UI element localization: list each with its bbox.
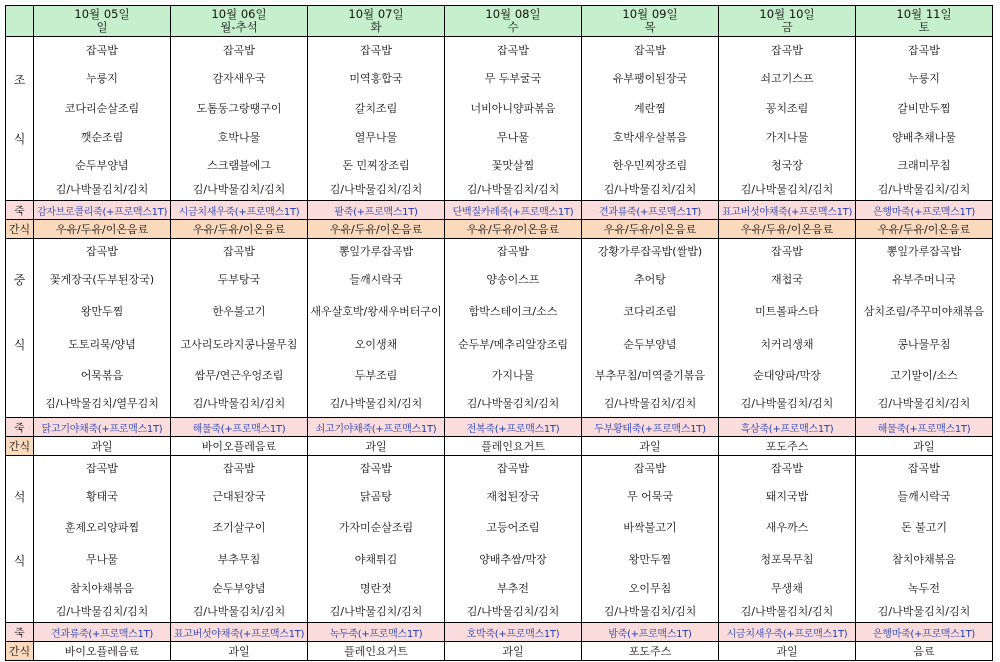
menu-item: 김/나박물김치/김치	[856, 180, 993, 201]
menu-item: 꽃게장국(두부된장국)	[34, 265, 171, 294]
menu-item: 잡곡밥	[171, 37, 308, 66]
menu-item: 도톰동그랑땡구이	[171, 93, 308, 124]
menu-item: 돈 민찌장조림	[308, 152, 445, 180]
menu-item: 왕만두찜	[582, 544, 719, 576]
menu-item: 부추무침	[171, 544, 308, 576]
porridge-item	[856, 201, 993, 220]
day-date: 10월 05일	[74, 7, 130, 21]
day-weekday: 화	[370, 20, 382, 34]
day-weekday: 월-추석	[220, 20, 258, 34]
porridge-text: 녹두죽(+프로맥스1T)	[329, 628, 423, 640]
menu-item: 잡곡밥	[445, 239, 582, 266]
porridge-text: 은행마죽(+프로맥스1T)	[872, 628, 976, 640]
snack-item: 바이오플레음료	[34, 642, 171, 661]
menu-item: 크래미무침	[856, 152, 993, 180]
porridge-item	[171, 201, 308, 220]
day-header	[582, 6, 719, 37]
menu-item: 잡곡밥	[719, 456, 856, 483]
menu-item: 잡곡밥	[445, 37, 582, 66]
menu-item: 김/나박물김치/김치	[171, 391, 308, 418]
menu-item: 잡곡밥	[582, 37, 719, 66]
menu-item: 무 두부굴국	[445, 65, 582, 93]
porridge-text: 두부황태죽(+프로맥스1T)	[594, 423, 706, 435]
snack-item: 우유/두유/이온음료	[445, 220, 582, 239]
porridge-item	[171, 418, 308, 437]
menu-item: 김/나박물김치/김치	[34, 180, 171, 201]
menu-item: 호박나물	[171, 124, 308, 152]
porridge-text: 해물죽(+프로맥스1T)	[877, 423, 971, 435]
porridge-item	[445, 418, 582, 437]
menu-item: 순대양파/막장	[719, 360, 856, 391]
menu-item: 두부탕국	[171, 265, 308, 294]
menu-row	[6, 294, 993, 329]
meal-label: 석	[6, 482, 34, 511]
porridge-label: 죽	[6, 201, 34, 220]
day-header	[308, 6, 445, 37]
menu-item: 고등어조림	[445, 511, 582, 544]
meal-label	[6, 576, 34, 602]
meal-label: 조	[6, 65, 34, 93]
snack-item: 과일	[171, 642, 308, 661]
menu-item: 참치야채볶음	[34, 576, 171, 602]
snack-item: 음료	[856, 642, 993, 661]
menu-item: 잡곡밥	[719, 239, 856, 266]
menu-item: 누룽지	[34, 65, 171, 93]
menu-item: 유부팽이된장국	[582, 65, 719, 93]
menu-item: 갈치조림	[308, 93, 445, 124]
day-date: 10월 07일	[348, 7, 404, 21]
porridge-item	[171, 623, 308, 642]
porridge-item	[582, 418, 719, 437]
menu-row	[6, 265, 993, 294]
snack-item: 플레인요거트	[308, 642, 445, 661]
porridge-item	[308, 201, 445, 220]
menu-item: 김/나박물김치/김치	[582, 180, 719, 201]
meal-label	[6, 391, 34, 418]
menu-item: 미트볼파스타	[719, 294, 856, 329]
menu-row	[6, 93, 993, 124]
menu-item: 김/나박물김치/김치	[171, 180, 308, 201]
menu-item: 들깨시락국	[856, 482, 993, 511]
snack-item: 과일	[308, 437, 445, 456]
menu-item: 새우살호박/왕새우버터구이	[308, 294, 445, 329]
menu-item: 무생채	[719, 576, 856, 602]
menu-item: 강황가루잡곡밥(쌀밥)	[582, 239, 719, 266]
menu-item: 돼지국밥	[719, 482, 856, 511]
porridge-text: 견과류죽(+프로맥스1T)	[598, 206, 702, 218]
menu-item: 황태국	[34, 482, 171, 511]
snack-item: 과일	[582, 437, 719, 456]
menu-item: 김/나박물김치/김치	[445, 602, 582, 623]
porridge-item	[719, 623, 856, 642]
menu-item: 감자새우국	[171, 65, 308, 93]
menu-item: 김/나박물김치/김치	[308, 391, 445, 418]
porridge-item	[582, 201, 719, 220]
menu-item: 순두부양념	[171, 576, 308, 602]
porridge-item	[445, 201, 582, 220]
menu-item: 김/나박물김치/열무김치	[34, 391, 171, 418]
snack-item: 플레인요거트	[445, 437, 582, 456]
menu-item: 코다리순살조림	[34, 93, 171, 124]
porridge-text: 밤죽(+프로맥스1T)	[608, 628, 692, 640]
porridge-text: 시금치새우죽(+프로맥스1T)	[178, 206, 300, 218]
weekly-menu-table	[5, 5, 993, 661]
menu-item: 돈 불고기	[856, 511, 993, 544]
day-date: 10월 09일	[622, 7, 678, 21]
menu-item: 꽃맛살찜	[445, 152, 582, 180]
porridge-item	[445, 623, 582, 642]
menu-item: 잡곡밥	[34, 456, 171, 483]
porridge-row	[6, 418, 993, 437]
meal-label	[6, 294, 34, 329]
menu-item: 김/나박물김치/김치	[308, 602, 445, 623]
menu-item: 쌈무/연근우엉조림	[171, 360, 308, 391]
menu-item: 청포묵무침	[719, 544, 856, 576]
snack-item: 우유/두유/이온음료	[719, 220, 856, 239]
menu-item: 치커리생채	[719, 329, 856, 360]
snack-row	[6, 437, 993, 456]
day-header	[856, 6, 993, 37]
menu-item: 닭곰탕	[308, 482, 445, 511]
menu-item: 순두부양념	[582, 329, 719, 360]
porridge-text: 은행마죽(+프로맥스1T)	[872, 206, 976, 218]
menu-item: 들깨시락국	[308, 265, 445, 294]
snack-label: 간식	[6, 437, 34, 456]
menu-item: 잡곡밥	[308, 37, 445, 66]
meal-label: 식	[6, 124, 34, 152]
porridge-text: 해물죽(+프로맥스1T)	[192, 423, 286, 435]
meal-label	[6, 602, 34, 623]
menu-item: 가자미순살조림	[308, 511, 445, 544]
menu-item: 갈비만두찜	[856, 93, 993, 124]
menu-item: 한우불고기	[171, 294, 308, 329]
day-weekday: 토	[918, 20, 930, 34]
menu-item: 한우민찌장조림	[582, 152, 719, 180]
day-weekday: 금	[781, 20, 793, 34]
menu-item: 김/나박물김치/김치	[856, 391, 993, 418]
menu-item: 김/나박물김치/김치	[719, 180, 856, 201]
porridge-text: 팥죽(+프로맥스1T)	[334, 206, 418, 218]
menu-item: 잡곡밥	[34, 37, 171, 66]
menu-item: 잡곡밥	[856, 456, 993, 483]
meal-plan-sheet	[5, 5, 993, 661]
menu-row	[6, 180, 993, 201]
porridge-item	[719, 201, 856, 220]
day-header	[171, 6, 308, 37]
menu-item: 재첩국	[719, 265, 856, 294]
snack-item: 우유/두유/이온음료	[171, 220, 308, 239]
menu-item: 콩나물무침	[856, 329, 993, 360]
menu-item: 양송이스프	[445, 265, 582, 294]
porridge-label: 죽	[6, 418, 34, 437]
menu-item: 오이생채	[308, 329, 445, 360]
porridge-text: 시금치새우죽(+프로맥스1T)	[726, 628, 848, 640]
meal-label	[6, 180, 34, 201]
menu-row	[6, 239, 993, 266]
day-date: 10월 08일	[485, 7, 541, 21]
meal-label	[6, 511, 34, 544]
porridge-text: 표고버섯야채죽(+프로맥스1T)	[721, 206, 853, 218]
menu-item: 김/나박물김치/김치	[445, 391, 582, 418]
snack-item: 우유/두유/이온음료	[582, 220, 719, 239]
meal-label	[6, 456, 34, 483]
day-header	[445, 6, 582, 37]
porridge-item	[582, 623, 719, 642]
meal-label: 식	[6, 329, 34, 360]
menu-row	[6, 511, 993, 544]
menu-item: 무나물	[34, 544, 171, 576]
day-date: 10월 06일	[211, 7, 267, 21]
day-weekday: 수	[507, 20, 519, 34]
menu-row	[6, 37, 993, 66]
menu-item: 유부주머니국	[856, 265, 993, 294]
menu-item: 김/나박물김치/김치	[719, 602, 856, 623]
menu-item: 새우까스	[719, 511, 856, 544]
menu-item: 열무나물	[308, 124, 445, 152]
menu-item: 오이무침	[582, 576, 719, 602]
porridge-text: 흑삼죽(+프로맥스1T)	[740, 423, 834, 435]
menu-item: 부추전	[445, 576, 582, 602]
menu-row	[6, 65, 993, 93]
menu-item: 누룽지	[856, 65, 993, 93]
snack-item: 우유/두유/이온음료	[856, 220, 993, 239]
menu-item: 어묵볶음	[34, 360, 171, 391]
menu-item: 잡곡밥	[582, 456, 719, 483]
menu-item: 추어탕	[582, 265, 719, 294]
menu-item: 김/나박물김치/김치	[34, 602, 171, 623]
menu-item: 조기살구이	[171, 511, 308, 544]
menu-item: 잡곡밥	[34, 239, 171, 266]
day-header	[34, 6, 171, 37]
snack-item: 과일	[445, 642, 582, 661]
menu-row	[6, 576, 993, 602]
meal-label	[6, 239, 34, 266]
porridge-item	[34, 623, 171, 642]
menu-item: 잡곡밥	[171, 456, 308, 483]
snack-item: 바이오플레음료	[171, 437, 308, 456]
snack-item: 포도주스	[719, 437, 856, 456]
header-row	[6, 6, 993, 37]
menu-item: 가지나물	[445, 360, 582, 391]
snack-item: 과일	[856, 437, 993, 456]
menu-item: 청국장	[719, 152, 856, 180]
porridge-item	[856, 418, 993, 437]
menu-item: 잡곡밥	[308, 456, 445, 483]
menu-row	[6, 544, 993, 576]
menu-item: 김/나박물김치/김치	[445, 180, 582, 201]
porridge-text: 쇠고기야채죽(+프로맥스1T)	[315, 423, 437, 435]
porridge-text: 감자브로콜리죽(+프로맥스1T)	[36, 206, 168, 218]
porridge-item	[856, 623, 993, 642]
menu-row	[6, 482, 993, 511]
menu-item: 무 어묵국	[582, 482, 719, 511]
menu-item: 잡곡밥	[719, 37, 856, 66]
menu-item: 김/나박물김치/김치	[308, 180, 445, 201]
menu-item: 순두부/메추리알장조림	[445, 329, 582, 360]
menu-item: 꽁치조림	[719, 93, 856, 124]
menu-item: 함박스테이크/소스	[445, 294, 582, 329]
menu-item: 재첩된장국	[445, 482, 582, 511]
meal-label: 식	[6, 544, 34, 576]
porridge-text: 표고버섯야채죽(+프로맥스1T)	[173, 628, 305, 640]
menu-item: 잡곡밥	[856, 37, 993, 66]
porridge-item	[308, 418, 445, 437]
menu-item: 참치야채볶음	[856, 544, 993, 576]
day-header	[719, 6, 856, 37]
porridge-text: 닭고기야채죽(+프로맥스1T)	[41, 423, 163, 435]
menu-item: 뽕잎가루잡곡밥	[308, 239, 445, 266]
menu-item: 너비아니양파볶음	[445, 93, 582, 124]
porridge-row	[6, 201, 993, 220]
menu-item: 고기말이/소스	[856, 360, 993, 391]
menu-item: 왕만두찜	[34, 294, 171, 329]
snack-item: 과일	[34, 437, 171, 456]
menu-item: 코다리조림	[582, 294, 719, 329]
meal-label	[6, 360, 34, 391]
menu-item: 야채튀김	[308, 544, 445, 576]
menu-row	[6, 391, 993, 418]
snack-row	[6, 220, 993, 239]
porridge-row	[6, 623, 993, 642]
porridge-item	[719, 418, 856, 437]
menu-item: 호박새우살볶음	[582, 124, 719, 152]
menu-item: 바싹불고기	[582, 511, 719, 544]
porridge-text: 견과류죽(+프로맥스1T)	[50, 628, 154, 640]
menu-row	[6, 329, 993, 360]
porridge-label: 죽	[6, 623, 34, 642]
menu-body	[6, 37, 993, 661]
menu-item: 근대된장국	[171, 482, 308, 511]
menu-item: 두부조림	[308, 360, 445, 391]
menu-item: 김/나박물김치/김치	[856, 602, 993, 623]
menu-row	[6, 456, 993, 483]
menu-item: 명란젓	[308, 576, 445, 602]
snack-label: 간식	[6, 642, 34, 661]
meal-label: 중	[6, 265, 34, 294]
porridge-item	[34, 201, 171, 220]
snack-item: 과일	[719, 642, 856, 661]
porridge-item	[34, 418, 171, 437]
snack-row	[6, 642, 993, 661]
porridge-text: 단백질카레죽(+프로맥스1T)	[452, 206, 574, 218]
snack-item: 우유/두유/이온음료	[308, 220, 445, 239]
day-weekday: 목	[644, 20, 656, 34]
menu-row	[6, 152, 993, 180]
menu-item: 뽕잎가루잡곡밥	[856, 239, 993, 266]
menu-item: 양배추쌈/막장	[445, 544, 582, 576]
header-corner	[6, 6, 34, 37]
meal-label	[6, 93, 34, 124]
menu-item: 도토리묵/양념	[34, 329, 171, 360]
menu-item: 삼치조림/주꾸미야채볶음	[856, 294, 993, 329]
menu-item: 잡곡밥	[445, 456, 582, 483]
menu-row	[6, 124, 993, 152]
porridge-text: 전복죽(+프로맥스1T)	[466, 423, 560, 435]
porridge-text: 호박죽(+프로맥스1T)	[466, 628, 560, 640]
meal-label	[6, 37, 34, 66]
menu-row	[6, 360, 993, 391]
menu-item: 김/나박물김치/김치	[582, 602, 719, 623]
menu-item: 스크램블에그	[171, 152, 308, 180]
snack-item: 우유/두유/이온음료	[34, 220, 171, 239]
day-date: 10월 10일	[759, 7, 815, 21]
menu-item: 고사리도라지콩나물무침	[171, 329, 308, 360]
menu-item: 김/나박물김치/김치	[719, 391, 856, 418]
menu-item: 계란찜	[582, 93, 719, 124]
meal-label	[6, 152, 34, 180]
day-weekday: 일	[96, 20, 108, 34]
menu-item: 녹두전	[856, 576, 993, 602]
menu-item: 미역홍합국	[308, 65, 445, 93]
menu-item: 가지나물	[719, 124, 856, 152]
snack-label: 간식	[6, 220, 34, 239]
menu-item: 쇠고기스프	[719, 65, 856, 93]
menu-item: 순두부양념	[34, 152, 171, 180]
snack-item: 포도주스	[582, 642, 719, 661]
menu-item: 무나물	[445, 124, 582, 152]
menu-item: 부추무침/미역줄기볶음	[582, 360, 719, 391]
menu-item: 깻순조림	[34, 124, 171, 152]
menu-item: 잡곡밥	[171, 239, 308, 266]
menu-row	[6, 602, 993, 623]
day-date: 10월 11일	[896, 7, 952, 21]
menu-item: 양배추채나물	[856, 124, 993, 152]
menu-item: 훈제오리양파찜	[34, 511, 171, 544]
porridge-item	[308, 623, 445, 642]
menu-item: 김/나박물김치/김치	[171, 602, 308, 623]
menu-item: 김/나박물김치/김치	[582, 391, 719, 418]
